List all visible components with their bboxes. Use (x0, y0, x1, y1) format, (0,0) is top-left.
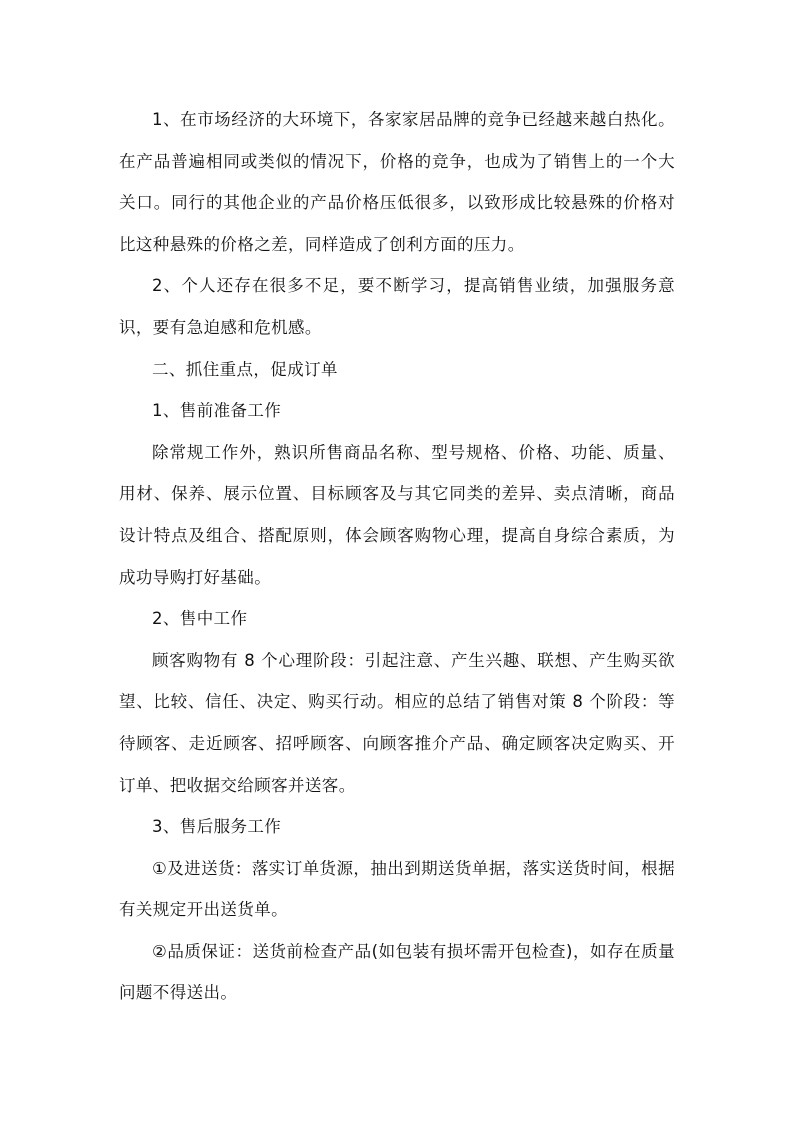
subheading-in-sale: 2、售中工作 (152, 609, 248, 629)
paragraph-quality-assurance: ②品质保证：送货前检查产品(如包装有损坏需开包检查)，如存在质量问题不得送出。 (119, 941, 675, 1003)
section-heading-focus: 二、抓住重点，促成订单 (152, 359, 338, 379)
paragraph-in-sale: 顾客购物有 8 个心理阶段：引起注意、产生兴趣、联想、产生购买欲望、比较、信任、决定、购买行动。相应的总结了销售对策 8 个阶段：等待顾客、走近顾客、招呼顾客、向顾客推介产品、确定顾客决定购买、开订单、把收据交给顾客并送客。 (119, 650, 675, 795)
document-body (119, 99, 675, 1014)
paragraph-pre-sale: 除常规工作外，熟识所售商品名称、型号规格、价格、功能、质量、用材、保养、展示位置、目标顾客及与其它同类的差异、卖点清晰，商品设计特点及组合、搭配原则，体会顾客购物心理，提高自身综合素质，为成功导购打好基础。 (119, 442, 675, 587)
paragraph-market-competition: 1、在市场经济的大环境下，各家家居品牌的竞争已经越来越白热化。在产品普遍相同或类似的情况下，价格的竞争，也成为了销售上的一个大关口。同行的其他企业的产品价格压低很多，以致形成比较悬殊的价格对比这种悬殊的价格之差，同样造成了创利方面的压力。 (119, 110, 675, 254)
paragraph-personal-shortcomings: 2、个人还存在很多不足，要不断学习，提高销售业绩，加强服务意识，要有急迫感和危机感。 (119, 276, 675, 337)
subheading-after-sale: 3、售后服务工作 (152, 817, 282, 837)
subheading-pre-sale: 1、售前准备工作 (152, 401, 282, 421)
paragraph-delivery: ①及进送货：落实订单货源，抽出到期送货单据，落实送货时间，根据有关规定开出送货单。 (119, 858, 675, 920)
